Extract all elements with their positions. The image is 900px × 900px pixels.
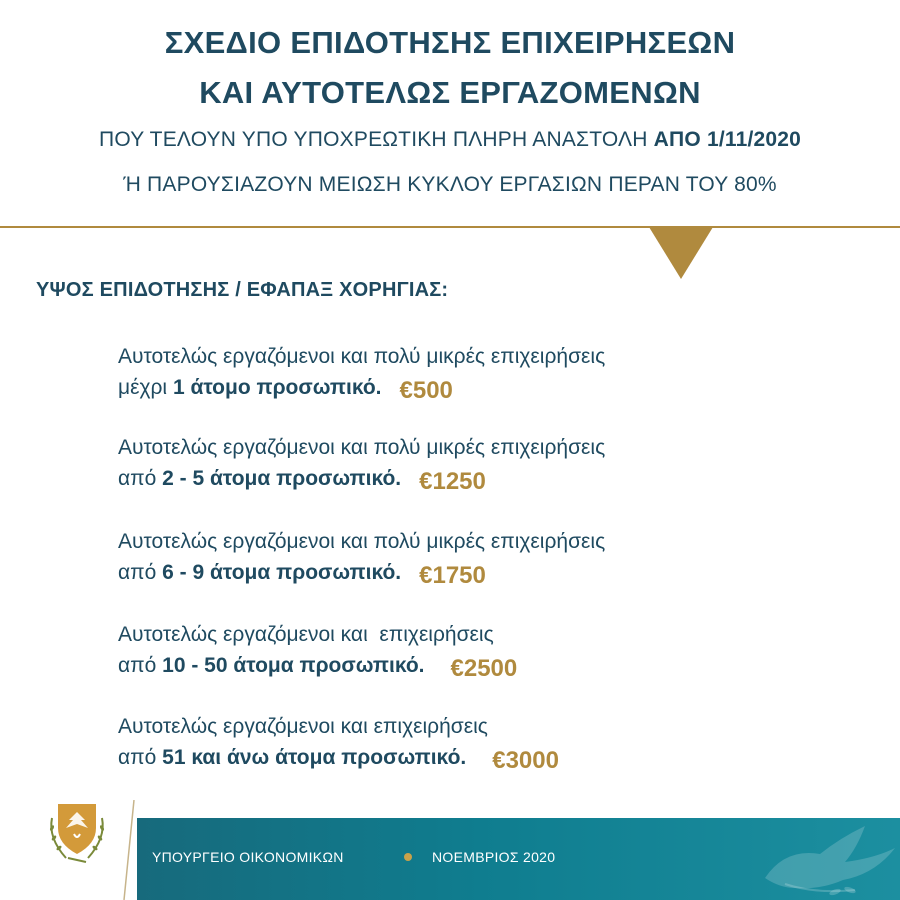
subtitle-line-1 bbox=[0, 128, 900, 152]
item-staff-count: 10 - 50 άτομα προσωπικό. bbox=[162, 654, 425, 677]
list-item bbox=[118, 527, 605, 588]
item-description: Αυτοτελώς εργαζόμενοι και πολύ μικρές επιχειρήσεις bbox=[118, 436, 606, 459]
list-item bbox=[118, 342, 605, 403]
subtitle-date: ΑΠΟ 1/11/2020 bbox=[653, 128, 802, 151]
dove-watermark-icon bbox=[725, 818, 900, 900]
item-description: Αυτοτελώς εργαζόμενοι και πολύ μικρές επιχειρήσεις bbox=[118, 530, 606, 553]
item-amount: €1250 bbox=[419, 468, 486, 495]
item-staff-range bbox=[118, 742, 559, 773]
item-amount: €3000 bbox=[492, 747, 559, 774]
item-description: Αυτοτελώς εργαζόμενοι και πολύ μικρές επιχειρήσεις bbox=[118, 345, 606, 368]
item-description: Αυτοτελώς εργαζόμενοι και επιχειρήσεις bbox=[118, 715, 488, 738]
item-amount: €2500 bbox=[450, 655, 518, 682]
item-prefix: από bbox=[118, 467, 163, 490]
item-prefix: από bbox=[118, 746, 163, 769]
publication-date: ΝΟΕΜΒΡΙΟΣ 2020 bbox=[432, 849, 556, 865]
subtitle-regular: ΠΟΥ ΤΕΛΟΥΝ ΥΠΟ ΥΠΟΧΡΕΩΤΙΚΗ ΠΛΗΡΗ ΑΝΑΣΤΟΛΗ bbox=[98, 128, 654, 151]
item-description: Αυτοτελώς εργαζόμενοι και επιχειρήσεις bbox=[118, 623, 494, 646]
cyprus-coat-of-arms-icon bbox=[44, 798, 110, 868]
pointer-triangle bbox=[649, 227, 713, 279]
item-staff-count: 51 και άνω άτομα προσωπικό. bbox=[162, 746, 467, 769]
item-amount: €500 bbox=[399, 377, 453, 404]
title-line-1: ΣΧΕΔΙΟ ΕΠΙΔΟΤΗΣΗΣ ΕΠΙΧΕΙΡΗΣΕΩΝ bbox=[164, 25, 736, 60]
section-title: ΥΨΟΣ ΕΠΙΔΟΤΗΣΗΣ / ΕΦΑΠΑΞ ΧΟΡΗΓΙΑΣ: bbox=[36, 279, 449, 301]
item-prefix: από bbox=[118, 654, 163, 677]
item-staff-range bbox=[118, 463, 605, 494]
subtitle-line-2: Ή ΠΑΡΟΥΣΙΑΖΟΥΝ ΜΕΙΩΣΗ ΚΥΚΛΟΥ ΕΡΓΑΣΙΩΝ ΠΕΡΑΝ ΤΟΥ 80% bbox=[123, 173, 777, 196]
title-line-2: ΚΑΙ ΑΥΤΟΤΕΛΩΣ ΕΡΓΑΖΟΜΕΝΩΝ bbox=[199, 75, 701, 110]
dot-icon bbox=[404, 853, 412, 861]
header bbox=[0, 0, 900, 226]
item-prefix: μέχρι bbox=[118, 376, 173, 399]
item-amount: €1750 bbox=[419, 562, 486, 589]
item-staff-range bbox=[118, 372, 605, 403]
ministry-name: ΥΠΟΥΡΓΕΙΟ ΟΙΚΟΝΟΜΙΚΩΝ bbox=[152, 849, 344, 865]
item-staff-count: 1 άτομο προσωπικό. bbox=[172, 376, 382, 399]
item-prefix: από bbox=[118, 561, 163, 584]
item-staff-count: 6 - 9 άτομα προσωπικό. bbox=[162, 561, 402, 584]
item-staff-range bbox=[118, 650, 517, 681]
list-item bbox=[118, 620, 517, 681]
list-item bbox=[118, 712, 559, 773]
item-staff-count: 2 - 5 άτομα προσωπικό. bbox=[162, 467, 402, 490]
item-staff-range bbox=[118, 557, 605, 588]
header-divider bbox=[0, 226, 900, 228]
list-item bbox=[118, 433, 605, 494]
